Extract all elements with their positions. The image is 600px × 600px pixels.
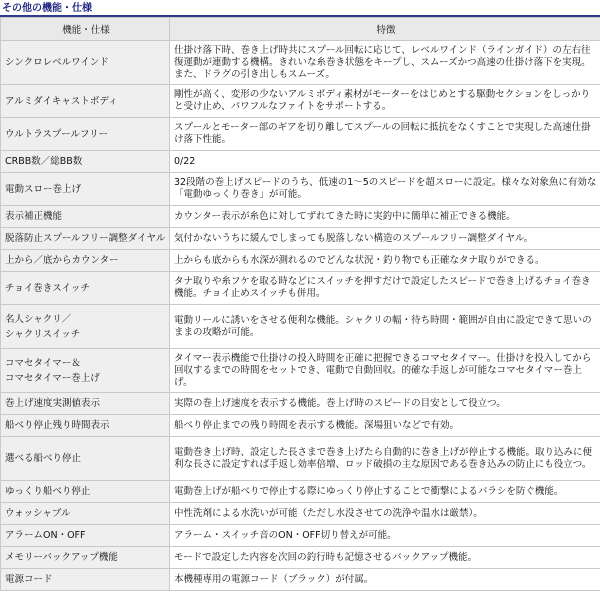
table-row xyxy=(1,85,600,118)
feature-name: 選べる船べり停止 xyxy=(1,437,170,481)
table-row xyxy=(1,547,600,569)
feature-name: ウルトラスプールフリー xyxy=(1,118,170,151)
feature-detail: カウンター表示が糸色に対してずれてきた時に実釣中に簡単に補正できる機能。 xyxy=(170,206,600,228)
table-row xyxy=(1,151,600,173)
feature-name: アラームON・OFF xyxy=(1,525,170,547)
table-row xyxy=(1,437,600,481)
feature-detail: 0/22 xyxy=(170,151,600,173)
feature-name: コマセタイマー＆ コマセタイマー巻上げ xyxy=(1,349,170,393)
spec-table xyxy=(0,17,600,591)
table-row xyxy=(1,569,600,591)
table-row xyxy=(1,481,600,503)
feature-detail: 電動リールに誘いをさせる便利な機能。シャクリの幅・待ち時間・範囲が自由に設定できて思いのままの攻略が可能。 xyxy=(170,305,600,349)
feature-name: チョイ巻きスイッチ xyxy=(1,272,170,305)
table-row xyxy=(1,305,600,349)
feature-detail: タナ取りや糸フケを取る時などにスイッチを押すだけで設定したスピードで巻き上げるチョイ巻き機能。チョイ止めスイッチも併用。 xyxy=(170,272,600,305)
feature-name: ウォッシャブル xyxy=(1,503,170,525)
feature-name: 名人シャクリ／ シャクリスイッチ xyxy=(1,305,170,349)
feature-name: 表示補正機能 xyxy=(1,206,170,228)
feature-name: ゆっくり船べり停止 xyxy=(1,481,170,503)
header-detail: 特徴 xyxy=(170,18,600,41)
feature-name: シンクロレベルワインド xyxy=(1,41,170,85)
feature-detail: 本機種専用の電源コード（ブラック）が付属。 xyxy=(170,569,600,591)
table-row xyxy=(1,503,600,525)
feature-detail: 32段階の巻上げスピードのうち、低速の1～5のスピードを超スローに設定。様々な対象魚に有効な「電動ゆっくり巻き」が可能。 xyxy=(170,173,600,206)
feature-detail: 船べり停止までの残り時間を表示する機能。深場狙いなどで有効。 xyxy=(170,415,600,437)
feature-name: 電源コード xyxy=(1,569,170,591)
table-row xyxy=(1,272,600,305)
feature-name: メモリーバックアップ機能 xyxy=(1,547,170,569)
feature-name: CRBB数／総BB数 xyxy=(1,151,170,173)
feature-detail: 電動巻き上げ時、設定した長さまで巻き上げたら自動的に巻き上げが停止する機能。取り込みに便利な長さに設定すれば手返し効率倍増、ロッド破損の主な原因である巻き込みの防止にも役立つ。 xyxy=(170,437,600,481)
feature-detail: 気付かないうちに緩んでしまっても脱落しない構造のスプールフリー調整ダイヤル。 xyxy=(170,228,600,250)
table-row xyxy=(1,41,600,85)
feature-detail: アラーム・スイッチ音のON・OFF切り替えが可能。 xyxy=(170,525,600,547)
feature-detail: モードで設定した内容を次回の釣行時も記憶させるバックアップ機能。 xyxy=(170,547,600,569)
table-row xyxy=(1,393,600,415)
table-row xyxy=(1,206,600,228)
table-row xyxy=(1,228,600,250)
feature-name: 脱落防止スプールフリー調整ダイヤル xyxy=(1,228,170,250)
feature-detail: 上からも底からも水深が測れるのでどんな状況・釣り物でも正確なタナ取りができる。 xyxy=(170,250,600,272)
section-title: その他の機能・仕様 xyxy=(0,0,600,17)
table-row xyxy=(1,118,600,151)
table-header-row xyxy=(1,18,600,41)
feature-name: 電動スロー巻上げ xyxy=(1,173,170,206)
table-row xyxy=(1,525,600,547)
feature-name: アルミダイキャストボディ xyxy=(1,85,170,118)
table-row xyxy=(1,349,600,393)
table-row xyxy=(1,173,600,206)
table-row xyxy=(1,250,600,272)
feature-detail: 中性洗剤による水洗いが可能（ただし水没させての洗浄や温水は厳禁）。 xyxy=(170,503,600,525)
feature-name: 上から／底からカウンター xyxy=(1,250,170,272)
table-row xyxy=(1,415,600,437)
feature-name: 船べり停止残り時間表示 xyxy=(1,415,170,437)
header-feature: 機能・仕様 xyxy=(1,18,170,41)
feature-detail: スプールとモーター部のギアを切り離してスプールの回転に抵抗をなくすことで実現した高速仕掛け落下性能。 xyxy=(170,118,600,151)
feature-detail: 実際の巻上げ速度を表示する機能。巻上げ時のスピードの目安として役立つ。 xyxy=(170,393,600,415)
feature-detail: 電動巻上げが船べりで停止する際にゆっくり停止することで衝撃によるバラシを防ぐ機能。 xyxy=(170,481,600,503)
feature-name: 巻上げ速度実測値表示 xyxy=(1,393,170,415)
feature-detail: 剛性が高く、変形の少ないアルミボディ素材がモーターをはじめとする駆動セクションをしっかりと受け止め、パワフルなファイトをサポートする。 xyxy=(170,85,600,118)
feature-detail: タイマー表示機能で仕掛けの投入時間を正確に把握できるコマセタイマー。仕掛けを投入してから回収するまでの時間をセットでき、電動で自動回収。的確な手返しが可能なコマセタイマー巻上げ。 xyxy=(170,349,600,393)
feature-detail: 仕掛け落下時、巻き上げ時共にスプール回転に応じて、レベルワインド（ラインガイド）の左右往復運動が連動する機構。きれいな糸巻き状態をキープし、スムーズかつ高速の仕掛け落下を実現。また、ドラグの引き出しもスムーズ。 xyxy=(170,41,600,85)
